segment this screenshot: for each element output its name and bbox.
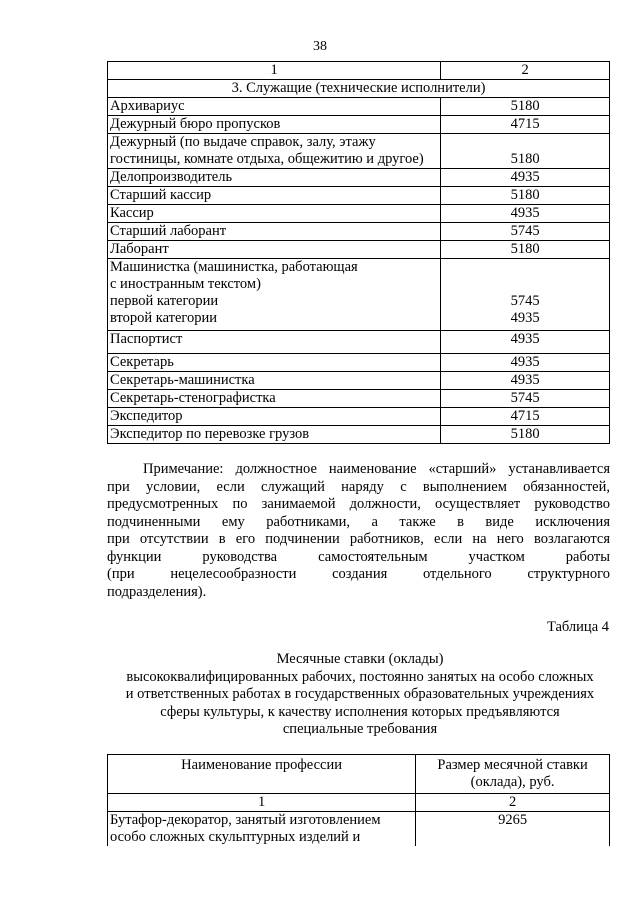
heading-line: высококвалифицированных рабочих, постоянно занятых на особо сложных (126, 668, 594, 685)
table-row (108, 205, 610, 223)
heading-line: сферы культуры, к качеству исполнения которых предъявляются (160, 703, 560, 720)
column-number-1: 1 (108, 62, 441, 80)
position-salary: 4935 (441, 372, 610, 390)
note-line: подчиненными ему работниками, а также в виде исключения (107, 513, 610, 530)
typist-category-2-salary: 4935 (510, 310, 540, 326)
note-line: при отсутствии в его подчинении работников, если на него возлагаются (107, 531, 610, 547)
typist-title-line2: с иностранным текстом) (110, 276, 261, 292)
position-salary: 4715 (441, 116, 610, 134)
position-salary: 5180 (441, 134, 610, 169)
position-salary: 4935 (441, 205, 610, 223)
profession-name-line: особо сложных скульптурных изделий и (110, 829, 361, 845)
column-header-profession: Наименование профессии (108, 755, 416, 794)
position-salary: 5745 (441, 223, 610, 241)
column-number-2: 2 (416, 794, 610, 812)
position-name: Делопроизводитель (108, 169, 441, 187)
column-header-salary (416, 755, 610, 794)
heading-line: Месячные ставки (оклады) (276, 651, 444, 667)
table-row (108, 134, 610, 169)
table-row (108, 390, 610, 408)
position-salary: 5180 (441, 187, 610, 205)
table-row (108, 187, 610, 205)
position-name: Старший лаборант (108, 223, 441, 241)
position-salary: 5180 (441, 241, 610, 259)
table-heading (90, 651, 630, 739)
heading-line: и ответственных работах в государственных образовательных учреждениях (125, 686, 595, 702)
position-name (108, 259, 441, 331)
position-name: Секретарь (108, 354, 441, 372)
position-name-line: Дежурный (по выдаче справок, залу, этажу (110, 134, 376, 150)
table-row (108, 408, 610, 426)
table-header-row (108, 755, 610, 794)
table-row (108, 241, 610, 259)
position-name: Дежурный бюро пропусков (108, 116, 441, 134)
table-row (108, 116, 610, 134)
profession-salary: 9265 (416, 812, 610, 847)
column-number-2: 2 (441, 62, 610, 80)
typist-category-1: первой категории (110, 293, 219, 309)
position-name: Секретарь-машинистка (108, 372, 441, 390)
profession-name-line: Бутафор-декоратор, занятый изготовлением (110, 812, 381, 828)
heading-line: специальные требования (282, 721, 438, 737)
section-title: 3. Служащие (технические исполнители) (108, 80, 610, 98)
note-line: предусмотренных по занимаемой должности, осуществляет руководство (107, 496, 610, 512)
position-salary: 4935 (441, 331, 610, 354)
position-name: Кассир (108, 205, 441, 223)
profession-name (108, 812, 416, 847)
typist-category-2: второй категории (110, 310, 218, 326)
salary-table-workers (107, 754, 610, 846)
table-label: Таблица 4 (546, 619, 609, 635)
salary-table-employees (107, 61, 610, 444)
table-row (108, 426, 610, 444)
position-name: Паспортист (108, 331, 441, 354)
note-line: подразделения). (107, 583, 207, 600)
note-line: при условии, если служащий наряду с выполнением обязанностей, (107, 478, 610, 495)
position-name-line: гостиницы, комнате отдыха, общежитию и другое) (110, 151, 424, 167)
position-salary (441, 259, 610, 331)
table-row-typist (108, 259, 610, 331)
position-salary: 4715 (441, 408, 610, 426)
note-line: Примечание: должностное наименование «старший» устанавливается (143, 461, 610, 477)
column-header-salary-line: Размер месячной ставки (437, 757, 588, 773)
column-number-row (108, 794, 610, 812)
note-paragraph (107, 461, 610, 601)
position-name: Архивариус (108, 98, 441, 116)
note-line: (при нецелесообразности создания отдельного структурного (107, 566, 610, 582)
table-row (108, 98, 610, 116)
position-salary: 5180 (441, 426, 610, 444)
position-name: Старший кассир (108, 187, 441, 205)
column-number-1: 1 (108, 794, 416, 812)
position-salary: 5745 (441, 390, 610, 408)
table-row (108, 169, 610, 187)
table-row (108, 331, 610, 354)
position-name: Лаборант (108, 241, 441, 259)
position-name: Секретарь-стенографистка (108, 390, 441, 408)
position-salary: 4935 (441, 169, 610, 187)
page-number: 38 (313, 39, 327, 54)
note-line: функции руководства самостоятельным участком работы (107, 548, 610, 565)
table-header-row (108, 62, 610, 80)
position-name: Экспедитор по перевозке грузов (108, 426, 441, 444)
position-salary: 4935 (441, 354, 610, 372)
position-name (108, 134, 441, 169)
table-row (108, 812, 610, 847)
typist-category-1-salary: 5745 (510, 293, 540, 309)
section-title-row (108, 80, 610, 98)
table-row (108, 372, 610, 390)
column-header-salary-line: (оклада), руб. (470, 774, 555, 790)
position-salary: 5180 (441, 98, 610, 116)
position-name: Экспедитор (108, 408, 441, 426)
typist-title-line1: Машинистка (машинистка, работающая (110, 259, 358, 275)
table-row (108, 354, 610, 372)
table-row (108, 223, 610, 241)
